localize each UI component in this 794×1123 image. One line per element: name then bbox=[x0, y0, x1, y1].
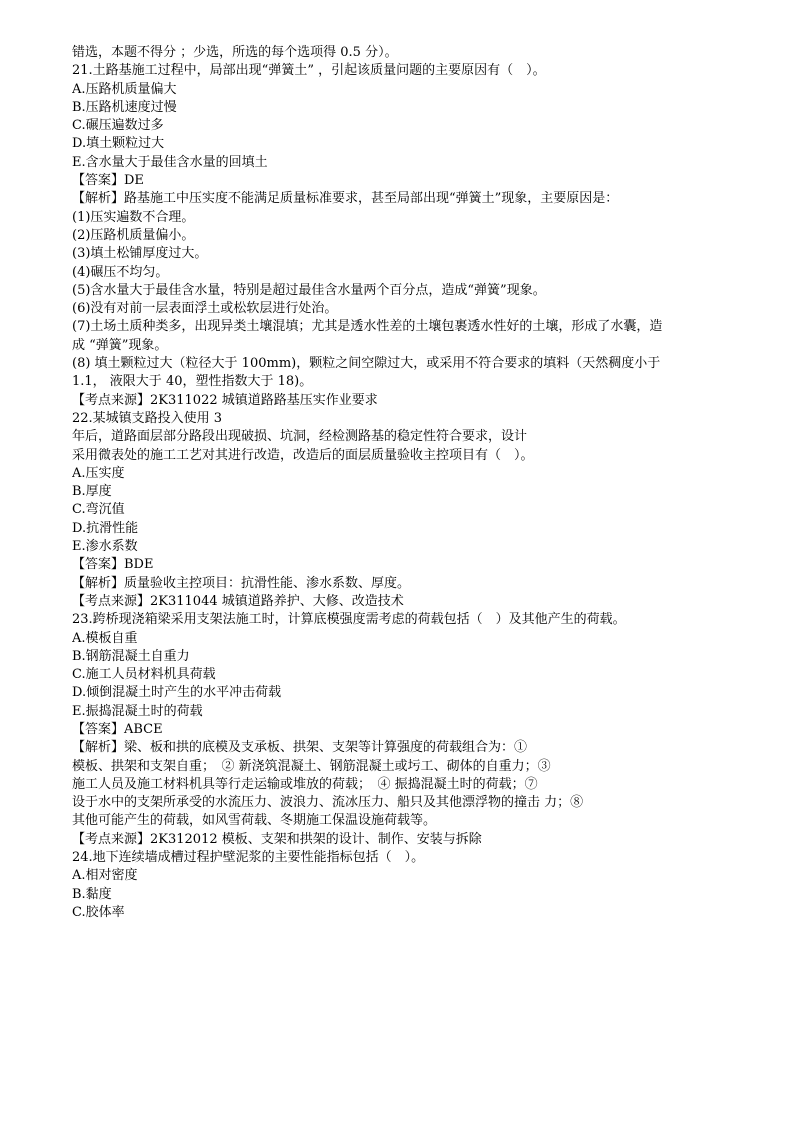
option-d: D.抗滑性能 bbox=[72, 520, 139, 536]
document-page bbox=[72, 44, 722, 922]
option-d: D.倾倒混凝土时产生的水平冲击荷载 bbox=[72, 685, 282, 701]
option-e: E.振捣混凝土时的荷载 bbox=[72, 703, 203, 719]
option-b: B.厚度 bbox=[72, 484, 112, 500]
analysis-item: (7)土场土质种类多，出现异类土壤混填；尤其是透水性差的土壤包裹透水性好的土壤，形成了水囊，造 bbox=[72, 319, 663, 335]
source-line: 【考点来源】2K311044 城镇道路养护、大修、改造技术 bbox=[72, 593, 404, 609]
analysis-item: (2)压路机质量偏小。 bbox=[72, 227, 195, 243]
analysis-item: (1)压实遍数不合理。 bbox=[72, 209, 195, 225]
analysis-item: 成 “弹簧”现象。 bbox=[72, 337, 168, 353]
option-c: C.胶体率 bbox=[72, 904, 125, 920]
analysis-line: 设于水中的支架所承受的水流压力、波浪力、流冰压力、船只及其他漂浮物的撞击 力；⑧ bbox=[72, 795, 584, 811]
option-a: A.压路机质量偏大 bbox=[72, 81, 177, 97]
analysis-item: (8) 填土颗粒过大（粒径大于 100mm)，颗粒之间空隙过大，或采用不符合要求的填料（天然稠度小于 bbox=[72, 356, 661, 372]
analysis-line: 【解析】路基施工中压实度不能满足质量标准要求，甚至局部出现“弹簧土”现象，主要原因是： bbox=[72, 191, 619, 207]
option-b: B.钢筋混凝土自重力 bbox=[72, 648, 190, 664]
option-c: C.施工人员材料机具荷载 bbox=[72, 667, 216, 683]
analysis-item: (3)填土松铺厚度过大。 bbox=[72, 246, 208, 262]
option-a: A.模板自重 bbox=[72, 630, 138, 646]
answer-line: 【答案】BDE bbox=[72, 557, 154, 573]
option-d: D.填土颗粒过大 bbox=[72, 136, 165, 152]
analysis-line: 【解析】梁、板和拱的底模及支承板、拱架、支架等计算强度的荷载组合为：① bbox=[72, 740, 528, 756]
question-22-stem: 22.某城镇支路投入使用 3 bbox=[72, 410, 223, 426]
source-line: 【考点来源】2K311022 城镇道路路基压实作业要求 bbox=[72, 392, 378, 408]
question-24-stem: 24.地下连续墙成槽过程护壁泥浆的主要性能指标包括（ ）。 bbox=[72, 850, 425, 866]
analysis-line: 模板、拱架和支架自重； ② 新浇筑混凝土、钢筋混凝土或圬工、砌体的自重力；③ bbox=[72, 758, 551, 774]
option-b: B.黏度 bbox=[72, 886, 112, 902]
question-23-stem: 23.跨桥现浇箱梁采用支架法施工时，计算底模强度需考虑的荷载包括（ ）及其他产生的荷载。 bbox=[72, 612, 626, 628]
question-22-stem: 采用微表处的施工工艺对其进行改造，改造后的面层质量验收主控项目有（ ）。 bbox=[72, 447, 534, 463]
option-a: A.压实度 bbox=[72, 465, 125, 481]
analysis-line: 【解析】质量验收主控项目：抗滑性能、渗水系数、厚度。 bbox=[72, 575, 411, 591]
option-e: E.含水量大于最佳含水量的回填土 bbox=[72, 154, 268, 170]
answer-line: 【答案】DE bbox=[72, 173, 144, 189]
question-21-stem: 21.土路基施工过程中，局部出现“弹簧土” ，引起该质量问题的主要原因有（ ）。 bbox=[72, 63, 546, 79]
option-e: E.渗水系数 bbox=[72, 539, 138, 555]
analysis-item: 1.1， 液限大于 40，塑性指数大于 18)。 bbox=[72, 374, 313, 390]
analysis-item: (6)没有对前一层表面浮土或松软层进行处治。 bbox=[72, 301, 338, 317]
option-c: C.碾压遍数过多 bbox=[72, 118, 164, 134]
analysis-line: 施工人员及施工材料机具等行走运输或堆放的荷载； ④ 振捣混凝土时的荷载；⑦ bbox=[72, 776, 538, 792]
text-line: 错选，本题不得分 ；少选，所选的每个选项得 0.5 分）。 bbox=[72, 45, 398, 60]
option-b: B.压路机速度过慢 bbox=[72, 99, 177, 115]
answer-line: 【答案】ABCE bbox=[72, 721, 163, 737]
source-line: 【考点来源】2K312012 模板、支架和拱架的设计、制作、安装与拆除 bbox=[72, 831, 482, 847]
analysis-line: 其他可能产生的荷载，如风雪荷载、冬期施工保温设施荷载等。 bbox=[72, 813, 437, 829]
question-22-stem: 年后，道路面层部分路段出现破损、坑洞，经检测路基的稳定性符合要求，设计 bbox=[72, 429, 528, 445]
option-c: C.弯沉值 bbox=[72, 502, 125, 518]
analysis-item: (5)含水量大于最佳含水量，特别是超过最佳含水量两个百分点，造成“弹簧”现象。 bbox=[72, 282, 546, 298]
option-a: A.相对密度 bbox=[72, 868, 138, 884]
analysis-item: (4)碾压不均匀。 bbox=[72, 264, 169, 280]
